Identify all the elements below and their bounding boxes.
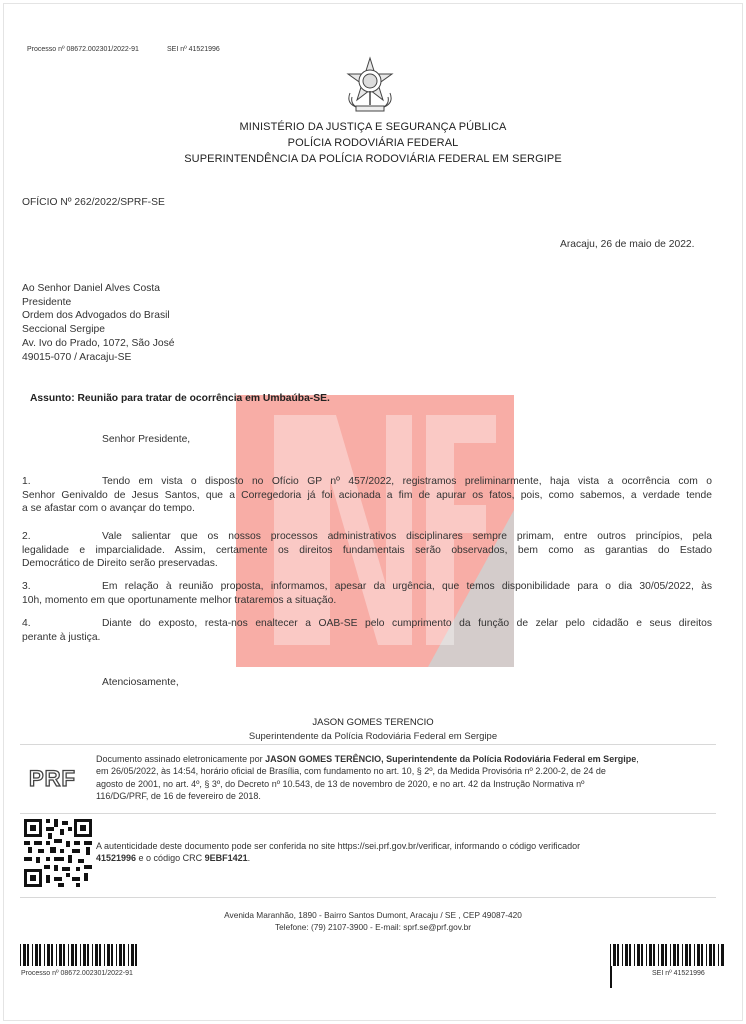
barcode-bar	[721, 944, 724, 966]
top-process-number: Processo nº 08672.002301/2022-91	[27, 46, 139, 53]
barcode-bar	[68, 944, 69, 966]
crc-code: 9EBF1421	[204, 853, 248, 864]
barcode-bar	[653, 944, 655, 966]
addressee-line: Seccional Sergipe	[22, 324, 105, 336]
paragraph-line: Democrático de Direito serão preservadas.	[22, 558, 218, 570]
addressee-block	[22, 282, 174, 364]
barcode-bar	[658, 944, 659, 966]
top-sei-number: SEI nº 41521996	[167, 46, 220, 53]
barcode-bar	[689, 944, 691, 966]
barcode-bar	[99, 944, 101, 966]
barcode-bar	[87, 944, 89, 966]
signature-line-1	[96, 753, 711, 765]
paragraph-number: 4.	[22, 618, 31, 629]
verification-text	[96, 840, 711, 865]
signer-title: Superintendente da Polícia Rodoviária Federal em Sergipe	[248, 731, 498, 742]
barcode-bar	[610, 944, 611, 966]
paragraph-number: 3.	[22, 581, 31, 592]
verification-box	[20, 816, 716, 898]
header-superintendence: SUPERINTENDÊNCIA DA POLÍCIA RODOVIÁRIA FEDERAL EM SERGIPE	[184, 153, 562, 165]
signature-line-3: agosto de 2001, no art. 4º, § 3º, do Decreto nº 10.543, de 13 de novembro de 2020, e no art. 42 da Instrução Normativa nº	[96, 778, 585, 789]
barcode-bar	[51, 944, 53, 966]
bottom-process-number: Processo nº 08672.002301/2022-91	[21, 970, 133, 977]
paragraph-3	[22, 580, 712, 607]
paragraph-number: 2.	[22, 531, 31, 542]
barcode-bar	[617, 944, 619, 966]
barcode-bar	[673, 944, 676, 966]
barcode-bar	[39, 944, 41, 966]
barcode-bar	[128, 944, 129, 966]
barcode-bar	[629, 944, 631, 966]
barcode-bar	[59, 944, 62, 966]
barcode-bar	[694, 944, 695, 966]
barcode-bar	[701, 944, 703, 966]
paragraph-2	[22, 530, 712, 571]
signature-suffix: ,	[636, 754, 639, 764]
paragraph-line: 10h, momento em que oportunamente melhor trataremos a situação.	[22, 594, 337, 606]
barcode-bar	[80, 944, 81, 966]
barcode-bar	[613, 944, 616, 966]
barcode-bar	[131, 944, 134, 966]
barcode-bar	[709, 944, 712, 966]
electronic-signature-box	[20, 744, 716, 814]
barcode-bar	[123, 944, 125, 966]
paragraph-4	[22, 617, 712, 644]
barcode-bar	[706, 944, 707, 966]
signature-prefix: Documento assinado eletronicamente por	[96, 754, 266, 764]
left-barcode	[20, 944, 140, 966]
barcode-bar	[649, 944, 652, 966]
qr-code-icon	[24, 819, 92, 887]
barcode-bar	[44, 944, 45, 966]
brazil-coat-of-arms-icon	[342, 55, 398, 115]
barcode-bar	[682, 944, 683, 966]
barcode-bar	[116, 944, 117, 966]
barcode-bar	[111, 944, 113, 966]
barcode-bar	[718, 944, 719, 966]
barcode-bar	[27, 944, 29, 966]
addressee-line: Ao Senhor Daniel Alves Costa	[22, 283, 160, 294]
barcode-bar	[677, 944, 679, 966]
barcode-bar	[646, 944, 647, 966]
right-barcode	[610, 944, 728, 966]
barcode-bar	[634, 944, 635, 966]
signer-name: JASON GOMES TERENCIO	[312, 717, 434, 728]
paragraph-line: a se afastar com o avançar do tempo.	[22, 503, 195, 515]
paragraph-1	[22, 475, 712, 516]
paragraph-first-line: Em relação à reunião proposta, informamos, apesar da urgência, que temos disponibilidade para o dia 30/05/2022, às	[102, 581, 712, 592]
signature-line-2: em 26/05/2022, às 14:54, horário oficial de Brasília, com fundamento no art. 10, § 2º, da Medida Provisória nº 2.200-2, de 24 de	[96, 766, 606, 777]
footer-contact: Telefone: (79) 2107-3900 - E-mail: sprf.se@prf.gov.br	[275, 922, 471, 932]
barcode-bar	[625, 944, 628, 966]
barcode-bar	[35, 944, 38, 966]
barcode-bar	[610, 966, 612, 988]
barcode-bar	[622, 944, 623, 966]
paragraph-number: 1.	[22, 476, 31, 487]
paragraph-line: perante à justiça.	[22, 631, 101, 643]
verification-end: .	[247, 853, 251, 864]
barcode-bar	[32, 944, 33, 966]
salutation: Senhor Presidente,	[102, 434, 191, 445]
barcode-bar	[670, 944, 671, 966]
barcode-bar	[697, 944, 700, 966]
verification-middle: e o código CRC	[136, 853, 205, 864]
barcode-bar	[119, 944, 122, 966]
barcode-bar	[107, 944, 110, 966]
barcode-bar	[71, 944, 74, 966]
barcode-bar	[83, 944, 86, 966]
subject-line: Assunto: Reunião para tratar de ocorrência em Umbaúba-SE.	[30, 393, 330, 404]
addressee-line: Presidente	[22, 296, 72, 308]
verification-line-1: A autenticidade deste documento pode ser conferida no site https://sei.prf.gov.br/verificar, informando o código verificador	[96, 841, 581, 851]
addressee-line: 49015-070 / Aracaju-SE	[22, 351, 132, 363]
addressee-line: Ordem dos Advogados do Brasil	[22, 310, 170, 322]
barcode-bar	[685, 944, 688, 966]
barcode-bar	[92, 944, 93, 966]
verifier-code: 41521996	[96, 853, 137, 864]
barcode-bar	[75, 944, 77, 966]
closing: Atenciosamente,	[102, 677, 179, 688]
paragraph-first-line: Vale salientar que os nossos processos administrativos disciplinares sempre primam, entre outros princípios, pela	[102, 531, 712, 542]
paragraph-line: Senhor Genivaldo de Jesus Santos, que a Corregedoria já foi acionada a fim de apurar os fatos, pois, como sabemos, a verdade tende	[22, 489, 712, 501]
barcode-bar	[20, 944, 21, 966]
date-line: Aracaju, 26 de maio de 2022.	[560, 239, 695, 250]
barcode-bar	[47, 944, 50, 966]
verification-line-2	[96, 852, 711, 864]
paragraph-line: legalidade e imparcialidade. Assim, certamente os direitos fundamentais serão observados, bem como as garantias do Estado	[22, 544, 712, 556]
signature-line-4: 116/DG/PRF, de 16 de fevereiro de 2018.	[96, 790, 261, 801]
signature-text	[96, 753, 711, 802]
oficio-number: OFÍCIO Nº 262/2022/SPRF-SE	[22, 197, 165, 208]
barcode-bar	[95, 944, 98, 966]
header-ministry: MINISTÉRIO DA JUSTIÇA E SEGURANÇA PÚBLICA	[239, 121, 507, 133]
barcode-bar	[665, 944, 667, 966]
addressee-line: Av. Ivo do Prado, 1072, São José	[22, 337, 175, 349]
bottom-sei-number: SEI nº 41521996	[652, 970, 705, 977]
barcode-bar	[713, 944, 715, 966]
barcode-bar	[104, 944, 105, 966]
signature-signer: JASON GOMES TERÊNCIO, Superintendente da Polícia Rodoviária Federal em Sergipe	[265, 754, 637, 764]
barcode-bar	[135, 944, 137, 966]
prf-logo-text: PRF	[29, 766, 76, 791]
paragraph-first-line: Diante do exposto, resta-nos enaltecer a OAB-SE pelo cumprimento da função de zelar pelo cidadão e seus direitos	[102, 618, 712, 629]
paragraph-first-line: Tendo em vista o disposto no Ofício GP nº 457/2022, registramos preliminarmente, haja vista a ocorrência com o	[102, 476, 712, 487]
barcode-bar	[23, 944, 26, 966]
barcode-bar	[637, 944, 640, 966]
footer-address: Avenida Maranhão, 1890 - Bairro Santos Dumont, Aracaju / SE , CEP 49087-420	[224, 910, 522, 920]
header-prf: POLÍCIA RODOVIÁRIA FEDERAL	[287, 137, 459, 149]
barcode-bar	[63, 944, 65, 966]
barcode-bar	[661, 944, 664, 966]
barcode-bar	[641, 944, 643, 966]
barcode-bar	[56, 944, 57, 966]
prf-logo-icon	[28, 765, 84, 791]
